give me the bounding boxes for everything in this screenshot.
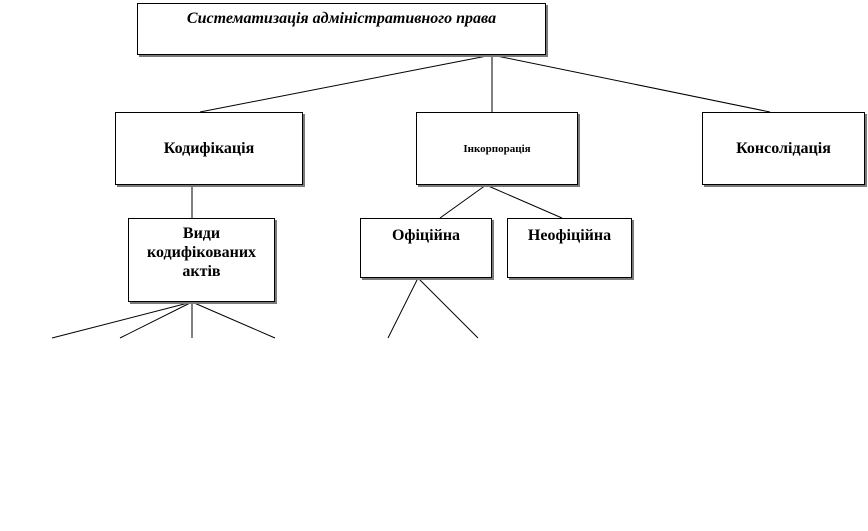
konsolidatsiia-label: Консолідація bbox=[736, 139, 831, 157]
connector-inkorporatsiia-neofitsiina bbox=[486, 185, 562, 218]
connector-vydy-branch-1 bbox=[52, 302, 192, 338]
connector-ofitsiina-branch-1 bbox=[388, 278, 418, 338]
kodyfikatsiia-node-box bbox=[115, 112, 303, 185]
inkorporatsiia-label: Інкорпорація bbox=[463, 142, 531, 155]
inkorporatsiia-node-box bbox=[416, 112, 578, 185]
connector-vydy-branch-2 bbox=[120, 302, 192, 338]
konsolidatsiia-node-box bbox=[702, 112, 865, 185]
connector-root-konsolidatsiia bbox=[492, 55, 770, 112]
connector-inkorporatsiia-ofitsiina bbox=[440, 185, 486, 218]
root-node-box bbox=[137, 3, 546, 55]
ofitsiina-node-box bbox=[360, 218, 492, 278]
vydy-kodyfikovanykh-aktiv-node-box bbox=[128, 218, 275, 302]
vydy-kodyfikovanykh-aktiv-label: Види кодифікованих актів bbox=[146, 225, 257, 280]
connector-root-kodyfikatsiia bbox=[200, 55, 492, 112]
kodyfikatsiia-label: Кодифікація bbox=[163, 139, 255, 157]
root-node-label: Систематизація адміністративного права bbox=[186, 10, 497, 27]
neofitsiina-label: Неофіційна bbox=[527, 227, 612, 244]
ofitsiina-label: Офіційна bbox=[391, 227, 461, 244]
neofitsiina-node-box bbox=[507, 218, 632, 278]
connector-ofitsiina-branch-2 bbox=[418, 278, 478, 338]
connector-vydy-branch-4 bbox=[192, 302, 275, 338]
